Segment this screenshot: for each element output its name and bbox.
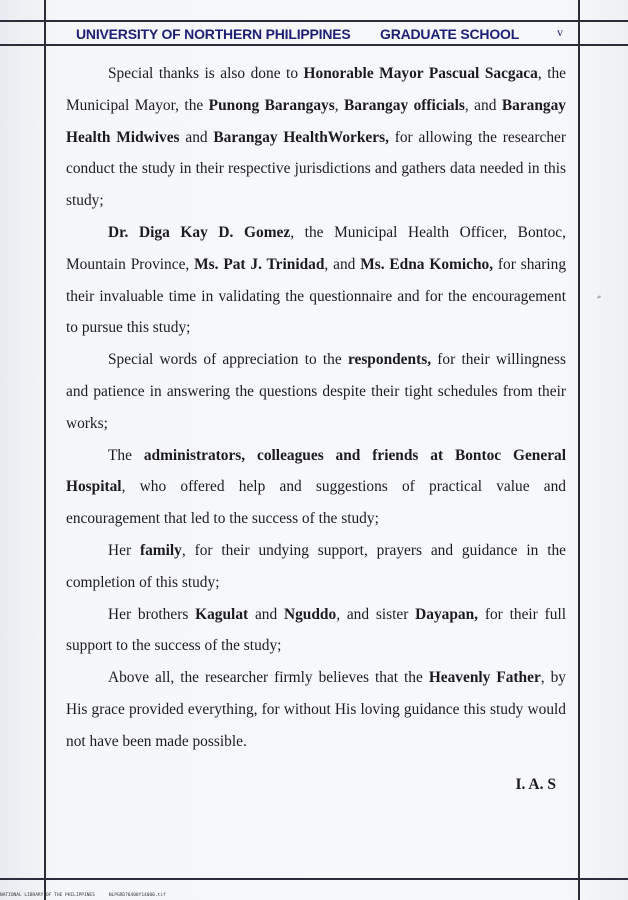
text-run: and (248, 605, 284, 623)
text-run: , and (324, 255, 361, 273)
text-run: , and sister (336, 605, 416, 623)
bold-text: Punong Barangays (208, 96, 335, 114)
bold-text: family (139, 541, 182, 559)
text-run: , who offered help and suggestions of practical value and encouragement that led to the success of the study; (66, 478, 566, 528)
left-margin-rule (44, 0, 46, 900)
paragraph (66, 662, 566, 757)
text-run: Special thanks is also done to (108, 65, 304, 82)
text-run: , and (464, 96, 502, 114)
text-run: , the Municipal Mayor, the (66, 65, 567, 114)
bold-text: Dr. Diga Kay D. Gomez (108, 223, 291, 241)
bold-text: Barangay officials (344, 96, 465, 114)
bold-text: Barangay Health Midwives (66, 96, 566, 146)
text-run: and (179, 128, 214, 146)
bold-text: Ms. Edna Komicho, (360, 255, 494, 273)
paragraph (66, 217, 566, 344)
right-margin-rule (578, 0, 580, 900)
text-run: Special words of appreciation to the (108, 351, 348, 369)
text-run: Her (108, 541, 140, 559)
library-label: NATIONAL LIBRARY OF THE PHILIPPINES (0, 893, 95, 898)
text-run: Her brothers (108, 605, 196, 623)
text-run: The (108, 446, 144, 464)
text-run: , by His grace provided everything, for without His loving guidance this study would not have been made possible. (66, 669, 566, 750)
text-run: Above all, the researcher firmly believes that the (108, 669, 429, 687)
text-run: for allowing the researcher conduct the study in their respective jurisdictions and gathers data needed in this study; (66, 128, 566, 210)
bold-text: Heavenly Father (428, 669, 541, 687)
text-run: for their full support to the success of the study; (66, 605, 566, 655)
page-header (46, 24, 578, 44)
acknowledgment-body (66, 58, 566, 758)
bold-text: Barangay HealthWorkers, (213, 128, 389, 146)
text-run: for sharing their invaluable time in validating the questionnaire and for the encouragement to pursue this study; (66, 255, 567, 337)
paragraph (66, 344, 566, 439)
bold-text: Honorable Mayor Pascual Sacgaca (303, 65, 538, 82)
paragraph (66, 535, 566, 599)
bold-text: Nguddo (284, 605, 337, 623)
university-name: UNIVERSITY OF NORTHERN PHILIPPINES (76, 26, 351, 42)
author-initials: I. A. S (515, 776, 556, 793)
paragraph (66, 58, 566, 217)
file-code: NLPGRD78400Y14000.tif (108, 893, 166, 898)
footer-rule (0, 878, 628, 880)
text-run: , for their undying support, prayers and guidance in the completion of this study; (66, 541, 567, 591)
bold-text: Dayapan, (415, 605, 479, 623)
school-name: GRADUATE SCHOOL (380, 26, 520, 42)
bold-text: Ms. Pat J. Trinidad (194, 255, 325, 273)
text-run: , (334, 96, 345, 114)
text-run: , the Municipal Health Officer, Bontoc, Mountain Province, (66, 223, 566, 273)
header-top-rule (0, 20, 628, 22)
page-number: v (557, 25, 563, 39)
paragraph (66, 440, 566, 535)
bold-text: Kagulat (195, 605, 249, 623)
text-run: for their willingness and patience in answering the questions despite their tight schedules from their works; (66, 351, 566, 432)
header-bottom-rule (0, 44, 628, 46)
paragraph (66, 599, 566, 663)
bold-text: administrators, colleagues and friends at Bontoc General Hospital (66, 446, 567, 496)
bold-text: respondents, (347, 351, 432, 369)
scan-footer (0, 893, 166, 898)
